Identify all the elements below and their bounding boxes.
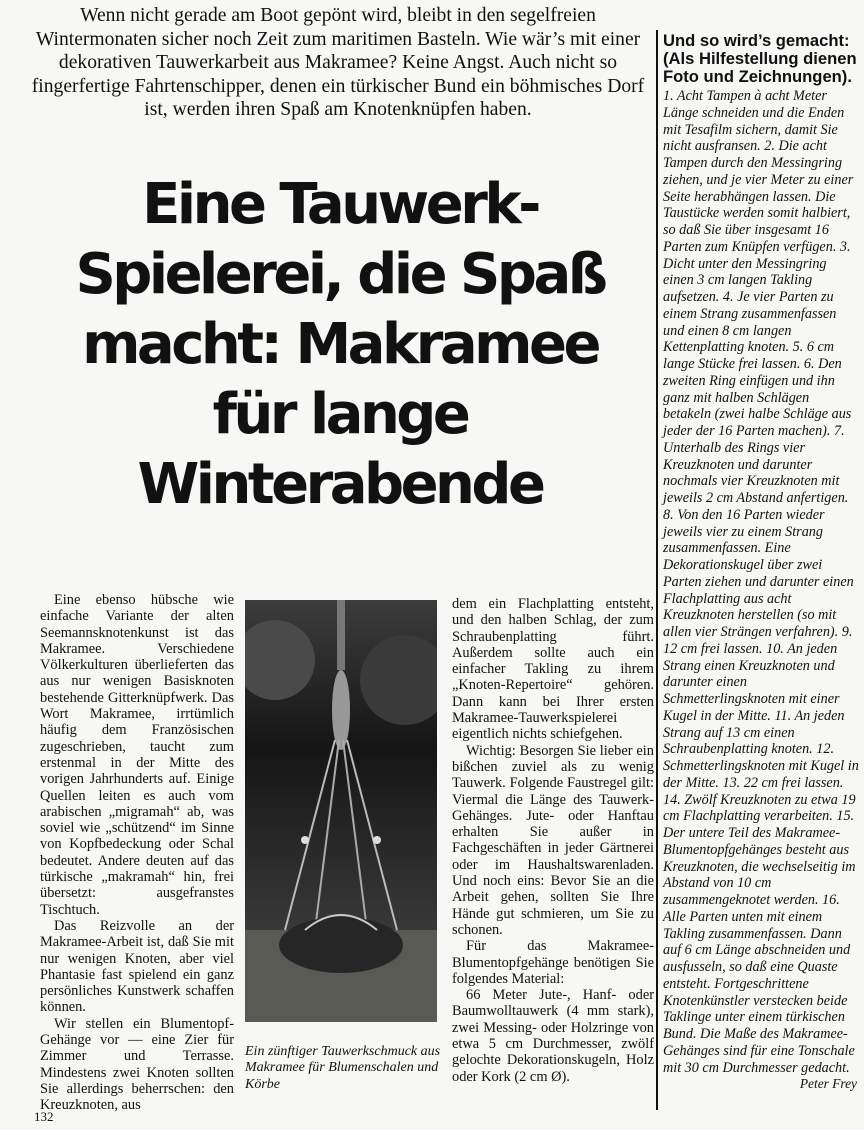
intro-paragraph: Wenn nicht gerade am Boot gepönt wird, bleibt in den segelfreien Wintermonaten sicher noch Zeit zum maritimen Basteln. Wie wär’s mit einer dekorativen Tauwerkarbeit aus Makramee? Keine Angst. Auch nicht so fingerfertige Fahrtenschipper, denen ein türkischer Bund ein böhmisches Dorf ist, werden ihren Spaß am Knotenknüpfen haben. [31, 5, 645, 121]
body-paragraph: dem ein Flachplatting entsteht, und den halben Schlag, der zum Schraubenplatting führt. Außerdem sollte auch ein einfacher Takling zu ihrem „Knoten-Repertoire“ gehören. Dann kann bei Ihrer ersten Makramee-Tauwerkspielerei eigentlich nichts schiefgehen. [452, 596, 654, 743]
body-column-right [452, 596, 654, 1085]
body-paragraph: Wichtig: Besorgen Sie lieber ein bißchen zuviel als zu wenig Tauwerk. Folgende Faustregel gilt: Viermal die Länge des Tauwerk-Gehänges. Jute- oder Hanftau erhalten Sie außer in Fachgeschäften in jeder Gärtnerei oder im Haushaltswarenladen. Und noch eins: Bevor Sie an die Arbeit gehen, sollten Sie Ihre Hände gut schmieren, um Sie zu schonen. [452, 742, 654, 938]
sidebar-steps: 1. Acht Tampen à acht Meter Länge schneiden und die Enden mit Tesafilm sichern, damit Sie nicht ausfransen. 2. Die acht Tampen durch den Messingring ziehen, und je vier Meter zu einer Seite herabhängen lassen. Die Taustücke werden somit halbiert, so daß Sie über insgesamt 16 Parten zum Knüpfen verfügen. 3. Dicht unter den Messingring einen 3 cm langen Takling aufsetzen. 4. Je vier Parten zu einem Strang zusammenfassen und einen 8 cm langen Kettenplatting knoten. 5. 6 cm lange Stücke frei lassen. 6. Den zweiten Ring einfügen und ihn ganz mit halben Schlägen betakeln (zwei halbe Schläge aus jeder der 16 Parten machen). 7. Unterhalb des Rings vier Kreuzknoten und darunter nochmals vier Kreuzknoten mit jeweils 2 cm Abstand anfertigen. 8. Von den 16 Parten wieder jeweils vier zu einem Strang zusammenfassen. Eine Dekorationskugel über zwei Parten ziehen und darunter einen Flachplatting aus acht Kreuzknoten herstellen (so mit allen vier Strängen verfahren). 9. 12 cm frei lassen. 10. An jeden Strang einen Kreuzknoten und darunter einen Schmetterlingsknoten mit einer Kugel in der Mitte. 11. An jeden Strang auf 13 cm einen Schraubenplatting knoten. 12. Schmetterlingsknoten mit Kugel in der Mitte. 13. 22 cm frei lassen. 14. Zwölf Kreuzknoten zu etwa 19 cm Flachplatting verarbeiten. 15. Der untere Teil des Makramee-Blumentopfgehänges besteht aus Kreuzknoten, die wechselseitig im Abstand von 10 cm zusammengeknotet werden. 16. Alle Parten unten mit einem Takling zusammenfassen. Dann auf 6 cm Länge abschneiden und ausfusseln, so daß eine Quaste entsteht. Fortgeschrittene Knotenkünstler verstecken beide Taklinge unter einem türkischen Bund. Die Maße des Makramee-Gehänges sind für eine Tonschale mit 30 cm Durchmesser gedacht. [663, 88, 859, 1076]
sidebar-heading: Und so wird’s gemacht: (Als Hilfestellung dienen Foto und Zeichnungen). [663, 31, 857, 86]
body-paragraph: Für das Makramee-Blumentopfgehänge benötigen Sie folgendes Material: [452, 938, 654, 987]
body-column-left [40, 592, 234, 1114]
body-paragraph: 66 Meter Jute-, Hanf- oder Baumwolltauwerk (4 mm stark), zwei Messing- oder Holzringe von etwa 5 cm Durchmesser, zwölf gelochte Dekorationskugeln, Holz oder Kork (2 cm Ø). [452, 987, 654, 1085]
instructions-sidebar [663, 32, 859, 1092]
macrame-photo [245, 600, 437, 1022]
page-number: 132 [34, 1109, 54, 1124]
photo-caption: Ein zünftiger Tauwerkschmuck aus Makramee für Blumenschalen und Körbe [245, 1044, 441, 1092]
author-name: Peter Frey [799, 1076, 857, 1092]
macrame-photo-icon [245, 600, 437, 1022]
body-paragraph: Eine ebenso hübsche wie einfache Variante der alten Seemannsknotenkunst ist das Makramee. Verschiedene Völkerkulturen überlieferten das aus nur wenigen Basisknoten bestehende Gitterknüpfwerk. Das Wort Makramee, irrtümlich häufig dem Französischen zugeschrieben, taucht zum erstenmal in der Mitte des vorigen Jahrhunderts auf. Einige Quellen leiten es auch vom arabischen „migramah“ ab, was soviel wie „schützend“ im Sinne von Kopfbedeckung oder Schal bedeutet. Andere deuten auf das türkische „makramah“ hin, frei übersetzt: ausgefranstes Tischtuch. [40, 592, 234, 918]
column-rule [656, 30, 658, 1110]
headline: Eine Tauwerk-Spielerei, die Spaß macht: Makramee für lange Winterabende [75, 172, 605, 517]
body-paragraph: Das Reizvolle an der Makramee-Arbeit ist, daß Sie mit nur wenigen Knoten, aber viel Phantasie fast spielend ein ganz persönliches Kunstwerk schaffen können. [40, 917, 234, 1016]
body-paragraph: Wir stellen ein Blumentopf-Gehänge vor — eine Zier für Zimmer und Terrasse. Mindestens zwei Knoten sollten Sie allerdings beherrschen: den Kreuzknoten, aus [40, 1015, 234, 1114]
